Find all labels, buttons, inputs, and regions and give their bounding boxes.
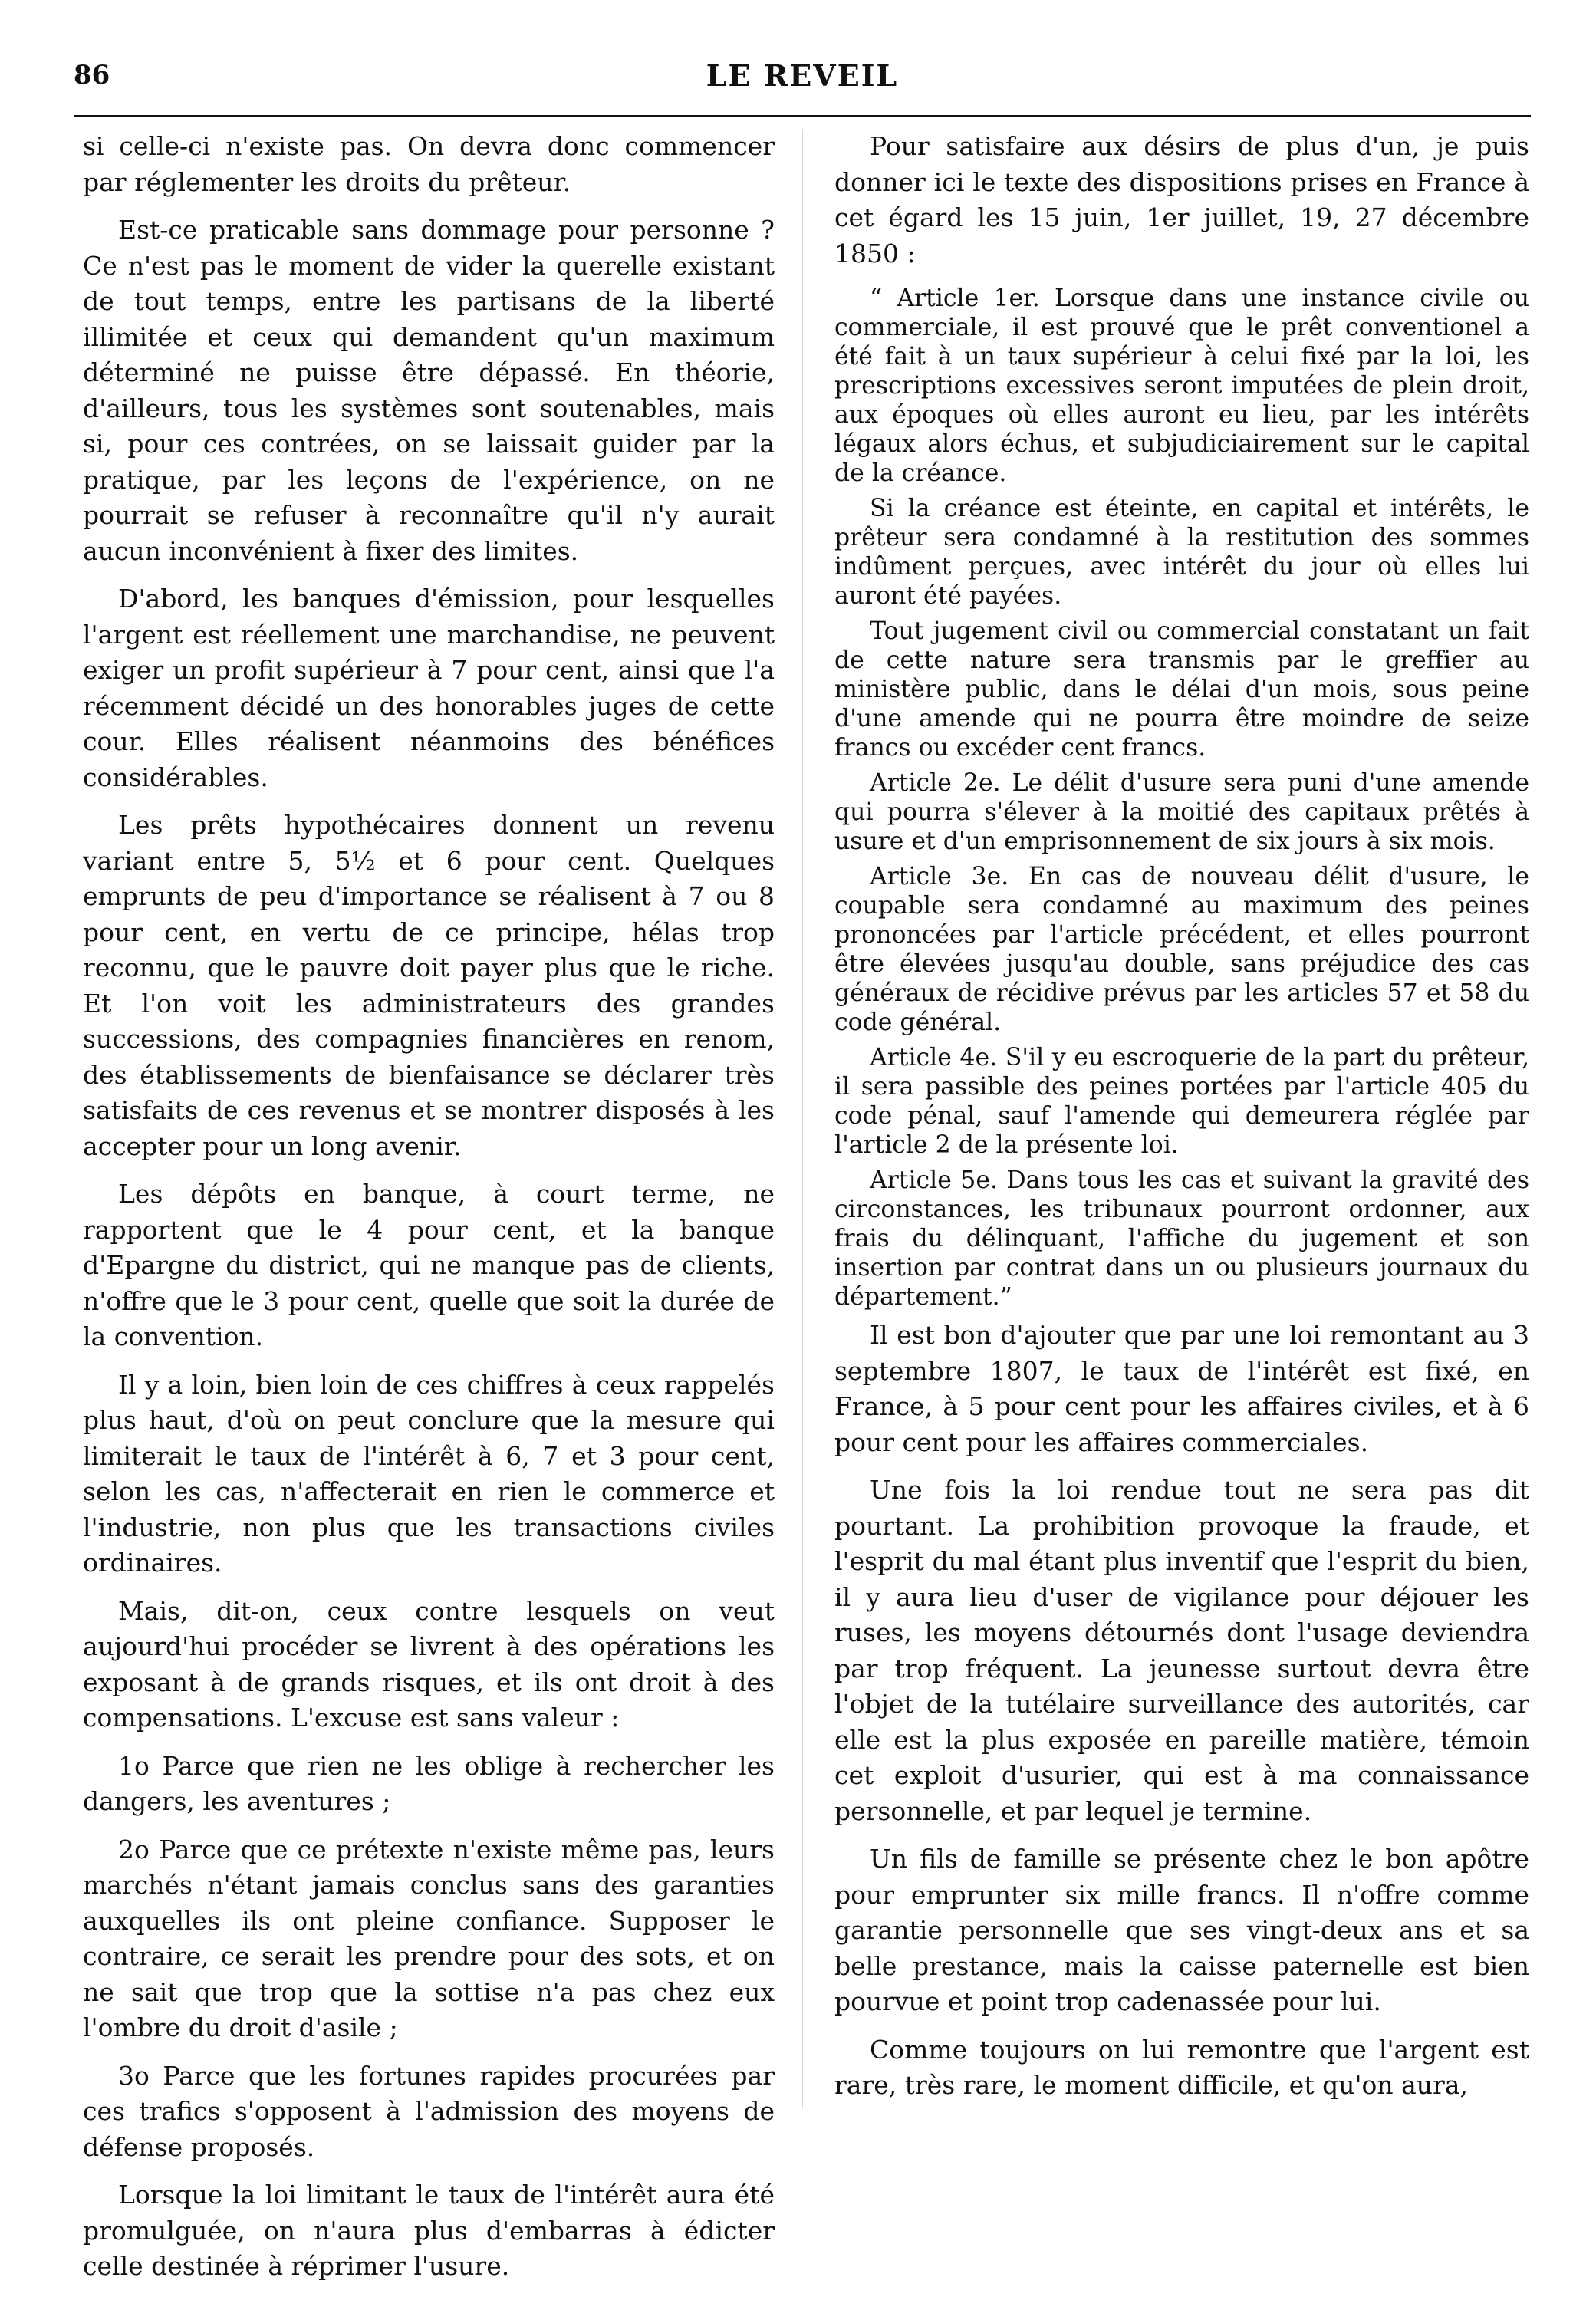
law-article-paragraph: Article 5e. Dans tous les cas et suivant la gravité des circonstances, les tribunaux pourront ordonner, aux frais du délinquant, l'affiche du jugement et son insertion par contrat dans un ou plusieurs journaux du département.”: [834, 1167, 1529, 1311]
law-article-paragraph: Article 2e. Le délit d'usure sera puni d'une amende qui pourra s'élever à la moitié des capitaux prêtés à usure et d'un emprisonnement de six jours à six mois.: [834, 769, 1529, 855]
paragraph: Il y a loin, bien loin de ces chiffres à ceux rappelés plus haut, d'où on peut conclure que la mesure qui limiterait le taux de l'intérêt à 6, 7 et 3 pour cent, selon les cas, n'affecterait en rien le commerce et l'industrie, non plus que les transactions civiles ordinaires.: [83, 1369, 775, 1578]
paragraph: si celle-ci n'existe pas. On devra donc commencer par réglementer les droits du prêteur.: [83, 131, 775, 197]
law-article-paragraph: Article 3e. En cas de nouveau délit d'usure, le coupable sera condamné au maximum des peines prononcées par l'article précédent, et elles pourront être élevées jusqu'au double, sans préjudice des cas généraux de récidive prévus par les articles 57 et 58 du code général.: [834, 863, 1529, 1036]
paragraph: Les dépôts en banque, à court terme, ne rapportent que le 4 pour cent, et la banque d'Epargne du district, qui ne manque pas de clients, n'offre que le 3 pour cent, quelle que soit la durée de la convention.: [83, 1179, 775, 1351]
paragraph: D'abord, les banques d'émission, pour lesquelles l'argent est réellement une marchandise, ne peuvent exiger un profit supérieur à 7 pour cent, ainsi que l'a récemment décidé un des honorables juges de cette cour. Elles réalisent néanmoins des bénéfices considérables.: [83, 584, 775, 792]
law-article-paragraph: Article 4e. S'il y eu escroquerie de la part du prêteur, il sera passible des peines portées par l'article 405 du code pénal, sauf l'amende qui demeurera réglée par l'article 2 de la présente loi.: [834, 1044, 1529, 1159]
paragraph: Il est bon d'ajouter que par une loi remontant au 3 septembre 1807, le taux de l'intérêt est fixé, en France, à 5 pour cent pour les affaires civiles, et à 6 pour cent pour les affaires commerciales.: [834, 1320, 1529, 1457]
law-article-paragraph: “ Article 1er. Lorsque dans une instance civile ou commerciale, il est prouvé que le prêt conventionel a été fait à un taux supérieur à celui fixé par la loi, les prescriptions excessives seront imputées de plein droit, aux époques où elles auront eu lieu, par les intérêts légaux alors échus, et subjudiciairement sur le capital de la créance.: [834, 285, 1529, 487]
paragraph: Un fils de famille se présente chez le bon apôtre pour emprunter six mille francs. Il n'offre comme garantie personnelle que ses vingt-deux ans et sa belle prestance, mais la caisse paternelle est bien pourvue et point trop cadenassée pour lui.: [834, 1844, 1529, 2016]
paragraph: Pour satisfaire aux désirs de plus d'un, je puis donner ici le texte des dispositions prises en France à cet égard les 15 juin, 1er juillet, 19, 27 décembre 1850 :: [834, 131, 1529, 268]
paragraph: 2o Parce que ce prétexte n'existe même pas, leurs marchés n'étant jamais conclus sans des garanties auxquelles ils ont pleine confiance. Supposer le contraire, ce serait les prendre pour des sots, et on ne sait que trop que la sottise n'a pas chez eux l'ombre du droit d'asile ;: [83, 1834, 775, 2042]
running-title: LE REVEIL: [706, 58, 899, 93]
page-number: 86: [74, 60, 110, 90]
paragraph: Comme toujours on lui remontre que l'argent est rare, très rare, le moment difficile, et qu'on aura,: [834, 2034, 1529, 2100]
header-rule: [74, 115, 1531, 117]
law-article-paragraph: Tout jugement civil ou commercial constatant un fait de cette nature sera transmis par le greffier au ministère public, dans le délai d'un mois, sous peine d'une amende qui ne pourra être moindre de seize francs ou excéder cent francs.: [834, 617, 1529, 762]
column-divider: [802, 129, 803, 2108]
right-column: [834, 129, 1529, 2116]
left-column: [83, 129, 775, 2297]
paragraph: Mais, dit-on, ceux contre lesquels on veut aujourd'hui procéder se livrent à des opérations les exposant à de grands risques, et ils ont droit à des compensations. L'excuse est sans valeur :: [83, 1595, 775, 1733]
paragraph: Une fois la loi rendue tout ne sera pas dit pourtant. La prohibition provoque la fraude, et l'esprit du mal étant plus inventif que l'esprit du bien, il y aura lieu d'user de vigilance pour déjouer les ruses, les moyens détournés dont l'usage deviendra par trop fréquent. La jeunesse surtout devra être l'objet de la tutélaire surveillance des autorités, car elle est la plus exposée en pareille matière, témoin cet exploit d'usurier, qui est à ma connaissance personnelle, et par lequel je termine.: [834, 1475, 1529, 1826]
page-header: [74, 51, 1531, 106]
law-article-paragraph: Si la créance est éteinte, en capital et intérêts, le prêteur sera condamné à la restitution des sommes indûment perçues, avec intérêt du jour où elles lui auront été payées.: [834, 495, 1529, 610]
paragraph: 1o Parce que rien ne les oblige à rechercher les dangers, les aventures ;: [83, 1750, 775, 1816]
paragraph: Lorsque la loi limitant le taux de l'intérêt aura été promulguée, on n'aura plus d'embarras à édicter celle destinée à réprimer l'usure.: [83, 2180, 775, 2281]
paragraph: Les prêts hypothécaires donnent un revenu variant entre 5, 5½ et 6 pour cent. Quelques emprunts de peu d'importance se réalisent à 7 ou 8 pour cent, en vertu de ce principe, hélas trop reconnu, que le pauvre doit payer plus que le riche. Et l'on voit les administrateurs des grandes successions, des compagnies financières en renom, des établissements de bienfaisance se déclarer très satisfaits de ces revenus et se montrer disposés à les accepter pour un long avenir.: [83, 810, 775, 1161]
paragraph: Est-ce praticable sans dommage pour personne ? Ce n'est pas le moment de vider la querelle existant de tout temps, entre les partisans de la liberté illimitée et ceux qui demandent qu'un maximum déterminé ne puisse être dépassé. En théorie, d'ailleurs, tous les systèmes sont soutenables, mais si, pour ces contrées, on se laissait guider par la pratique, par les leçons de l'expérience, on ne pourrait se refuser à reconnaître qu'il n'y aurait aucun inconvénient à fixer des limites.: [83, 215, 775, 566]
paragraph: 3o Parce que les fortunes rapides procurées par ces trafics s'opposent à l'admission des moyens de défense proposés.: [83, 2060, 775, 2162]
